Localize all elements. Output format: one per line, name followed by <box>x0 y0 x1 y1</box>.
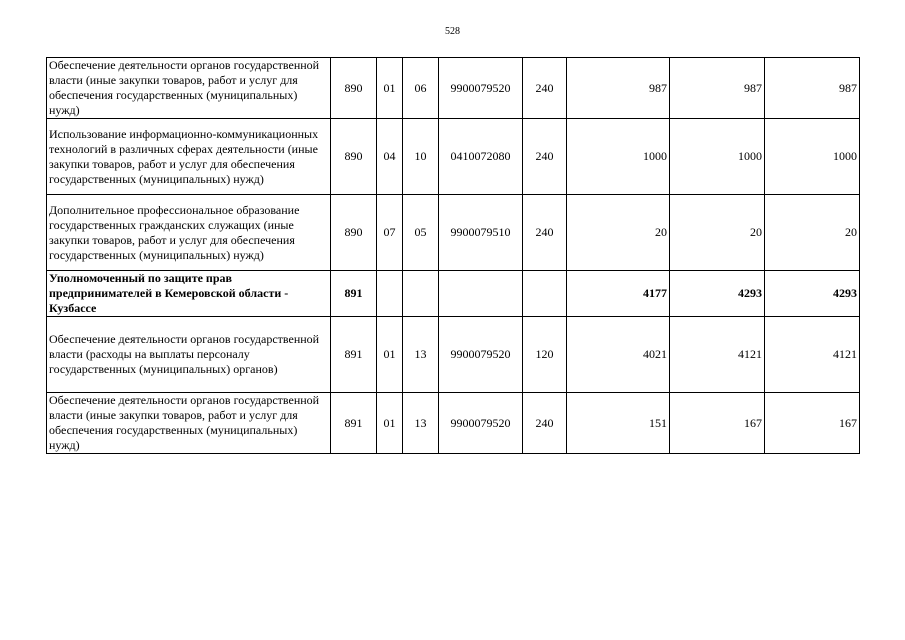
cell-razdel <box>377 271 403 317</box>
cell-vr: 240 <box>523 393 567 454</box>
cell-ved: 890 <box>331 119 377 195</box>
cell-year-3: 167 <box>765 393 860 454</box>
cell-year-3: 4293 <box>765 271 860 317</box>
budget-table <box>46 57 860 454</box>
cell-name: Обеспечение деятельности органов государственной власти (иные закупки товаров, работ и услуг для обеспечения государственных (муниципальных) нужд) <box>47 58 331 119</box>
cell-ved: 891 <box>331 393 377 454</box>
cell-razdel: 07 <box>377 195 403 271</box>
cell-ved: 891 <box>331 317 377 393</box>
cell-razdel: 04 <box>377 119 403 195</box>
cell-year-2: 20 <box>670 195 765 271</box>
cell-year-1: 987 <box>567 58 670 119</box>
page-number: 528 <box>445 26 460 37</box>
cell-razdel: 01 <box>377 58 403 119</box>
cell-name: Уполномоченный по защите прав предпринимателей в Кемеровской области - Кузбассе <box>47 271 331 317</box>
cell-podrazdel: 05 <box>403 195 439 271</box>
table-row <box>47 317 860 393</box>
cell-podrazdel: 10 <box>403 119 439 195</box>
cell-year-2: 1000 <box>670 119 765 195</box>
cell-podrazdel <box>403 271 439 317</box>
cell-year-3: 4121 <box>765 317 860 393</box>
cell-podrazdel: 06 <box>403 58 439 119</box>
cell-year-2: 4293 <box>670 271 765 317</box>
cell-name: Обеспечение деятельности органов государственной власти (иные закупки товаров, работ и услуг для обеспечения государственных (муниципальных) нужд) <box>47 393 331 454</box>
cell-vr: 240 <box>523 195 567 271</box>
cell-ved: 890 <box>331 58 377 119</box>
cell-vr: 120 <box>523 317 567 393</box>
cell-year-1: 1000 <box>567 119 670 195</box>
table-body <box>47 58 860 454</box>
cell-year-3: 987 <box>765 58 860 119</box>
cell-name: Дополнительное профессиональное образование государственных гражданских служащих (иные закупки товаров, работ и услуг для обеспечения государственных (муниципальных) нужд) <box>47 195 331 271</box>
cell-vr: 240 <box>523 58 567 119</box>
table-row <box>47 393 860 454</box>
cell-year-1: 20 <box>567 195 670 271</box>
table-row <box>47 119 860 195</box>
cell-year-1: 151 <box>567 393 670 454</box>
cell-year-3: 20 <box>765 195 860 271</box>
cell-name: Обеспечение деятельности органов государственной власти (расходы на выплаты персоналу государственных (муниципальных) органов) <box>47 317 331 393</box>
cell-vr <box>523 271 567 317</box>
cell-name: Использование информационно-коммуникационных технологий в различных сферах деятельности (иные закупки товаров, работ и услуг для обеспечения государственных (муниципальных) нужд) <box>47 119 331 195</box>
cell-podrazdel: 13 <box>403 317 439 393</box>
cell-csr: 9900079520 <box>439 317 523 393</box>
table-row-section <box>47 271 860 317</box>
cell-vr: 240 <box>523 119 567 195</box>
table-row <box>47 195 860 271</box>
cell-year-1: 4021 <box>567 317 670 393</box>
cell-razdel: 01 <box>377 317 403 393</box>
cell-year-3: 1000 <box>765 119 860 195</box>
cell-ved: 890 <box>331 195 377 271</box>
cell-year-2: 167 <box>670 393 765 454</box>
cell-year-2: 987 <box>670 58 765 119</box>
cell-podrazdel: 13 <box>403 393 439 454</box>
cell-csr <box>439 271 523 317</box>
cell-csr: 9900079520 <box>439 393 523 454</box>
table-row <box>47 58 860 119</box>
cell-csr: 9900079520 <box>439 58 523 119</box>
cell-year-2: 4121 <box>670 317 765 393</box>
cell-year-1: 4177 <box>567 271 670 317</box>
cell-razdel: 01 <box>377 393 403 454</box>
cell-csr: 9900079510 <box>439 195 523 271</box>
cell-ved: 891 <box>331 271 377 317</box>
cell-csr: 0410072080 <box>439 119 523 195</box>
